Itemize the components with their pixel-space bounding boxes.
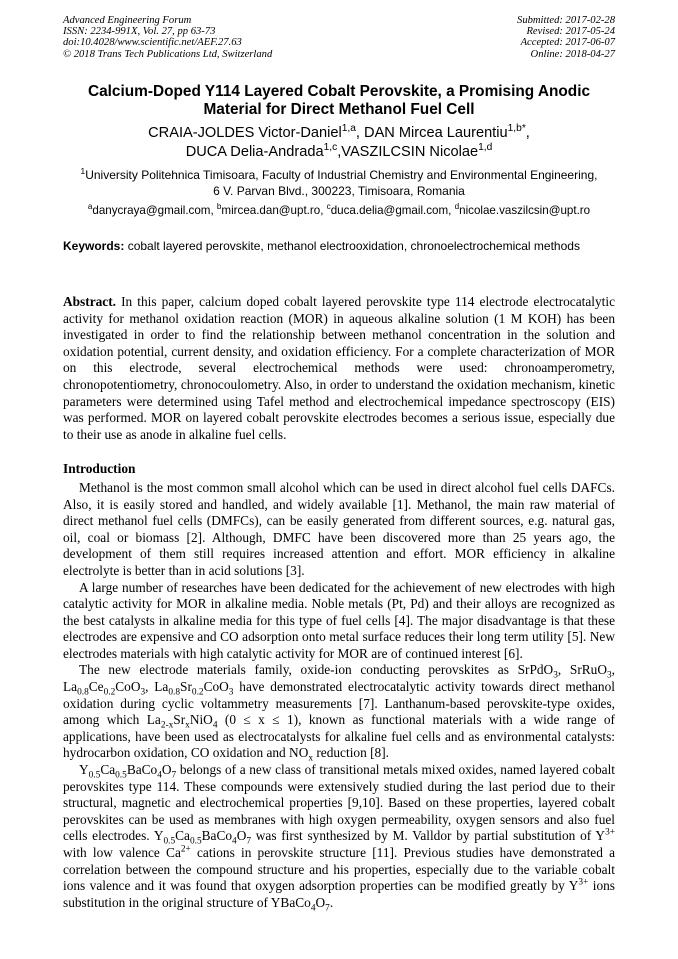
superscript: c	[326, 202, 331, 212]
paper-title	[40, 83, 638, 119]
doi[interactable]: doi:10.4028/www.scientific.net/AEF.27.63	[63, 37, 242, 49]
subscript: x	[185, 720, 190, 731]
superscript: 1,d	[478, 142, 493, 154]
subscript: 3	[553, 671, 558, 682]
subscript: 7	[246, 837, 252, 848]
author-emails: $^a$danycraya@gmail.com, $^b$mircea.dan@upt.ro, $^c$duca.delia@gmail.com, $^d$nicolae.vaszilcsin@upt.ro	[87, 202, 591, 217]
subscript: 0.2	[103, 687, 116, 698]
superscript: 1,b*	[507, 123, 526, 135]
authors-line: CRAIA-JOLDES Victor-Daniel$^{1,a}$, DAN Mircea Laurentiu$^{1,b*}$,	[148, 123, 530, 141]
subscript: 0.5	[189, 837, 202, 848]
subscript: 7	[171, 770, 177, 781]
submitted-date: Submitted: 2017-02-28	[517, 15, 615, 26]
superscript: 3+	[578, 877, 589, 888]
subscript: 7	[325, 903, 330, 914]
subscript: x	[308, 754, 314, 765]
authors-line: DUCA Delia-Andrada$^{1,c}$,VASZILCSIN Nicolae$^{1,d}$	[185, 142, 493, 160]
subscript: 0.2	[191, 687, 204, 698]
paragraph: Methanol is the most common small alcohol which can be used in direct alcohol fuel cells DAFCs. Also, it is easily stored and handled, and widely available [1]. Methanol, the main raw material of direct methanol fuel cells (DMFCs), can be easily generated from different sources, e.g. natural gas, oil, coal or biomass [2]. Although, DMFC have been discovered more than 25 years ago, the development of them still requires increased attention and effort. MOR efficiency in alkaline electrolyte is better than in acid solutions [3].	[63, 479, 615, 578]
section-heading-introduction: Introduction	[63, 461, 136, 477]
dates-info	[517, 15, 615, 60]
paragraph: $Y_{0.5}Ca_{0.5}BaCo_4O_7$ belongs of a new class of transitional metals mixed oxides, named layered cobalt perovskites type 114. These compounds were extensively studied during the last period due to their structural, magnetic and electrochemical properties [9,10]. Based on these properties, layered cobalt perovskites can be used as membranes with high oxygen permeability, oxygen sensors and also fuel cells electrodes. $Y_{0.5}Ca_{0.5}BaCo_4O_7$ was first synthesized by M. Valldor by partial substitution of $Y^{3+}$ with low valence $Ca^{2+}$ cations in perovskite structure [11]. Previous studies have demonstrated a correlation between the compound structure and his properties, especially due to the variable cobalt ions valence and it was found that oxygen adsorption properties can be modified greatly by $Y^{3+}$ ions substitution in the original structure of $YBaCo_4O_7$.	[63, 762, 615, 914]
copyright: © 2018 Trans Tech Publications Ltd, Switzerland	[63, 48, 273, 60]
subscript: 3	[228, 687, 234, 698]
subscript: 0.5	[115, 770, 127, 781]
accepted-date: Accepted: 2017-06-07	[520, 37, 615, 49]
body-text	[63, 294, 615, 914]
superscript: a	[87, 202, 93, 212]
paragraph: The new electrode materials family, oxide-ion conducting perovskites as SrPdO$_3$, SrRuO$_3$, $La_{0.8}Ce_{0.2}CoO_3$, $La_{0.8}Sr_{0.2}CoO_3$ have demonstrated electrocatalytic activity towards direct methanol oxidation during cyclic voltammetry measurements [7]. Lanthanum-based perovskite-type oxides, among which $La_{2-x}Sr_xNiO_4$ (0 ≤ x ≤ 1), known as functional materials with a wide range of applications, have been used as electrocatalysts for alkaline fuel cells and as environmental catalysts: hydrocarbon oxidation, CO oxidation and $NO_x$ reduction [8].	[63, 662, 615, 765]
affiliation-line: $^1$University Politehnica Timisoara, Faculty of Industrial Chemistry and Environmental Engineering,	[80, 166, 598, 182]
superscript: 1,a	[341, 123, 356, 135]
authors	[40, 124, 638, 162]
subscript: 4	[157, 770, 162, 781]
subscript: 0.5	[163, 837, 176, 848]
superscript: d	[454, 202, 460, 212]
superscript: b	[216, 202, 222, 212]
abstract-text: In this paper, calcium doped cobalt layered perovskite type 114 electrode electrocatalytic activity for methanol oxidation reaction (MOR) in aqueous alkaline solution (1 M KOH) has been investigated in order to find the relationship between methanol concentration in the solution and oxidation potential, current density, and oxidation efficiency. For a complete characterization of MOR on this electrode, several electrochemical methods were used: chronoamperometry, chronopotentiometry, chronocoulometry. Also, in order to understand the oxidation mechanism, kinetic parameters were determined using Tafel method and electrochemical impedance spectroscopy (EIS) was performed. MOR on layered cobalt perovskite electrodes becomes a serious issue, especially due to their use as anode in alkaline fuel cells.	[63, 294, 615, 442]
revised-date: Revised: 2017-05-24	[526, 26, 615, 38]
abstract-label: Abstract.	[63, 294, 116, 309]
subscript: 2-x	[160, 720, 174, 731]
keywords	[63, 239, 623, 253]
subscript: 0.8	[168, 687, 181, 698]
journal-name: Advanced Engineering Forum	[63, 15, 192, 26]
abstract	[63, 294, 615, 443]
subscript: 4	[232, 837, 237, 848]
issn-volume: ISSN: 2234-991X, Vol. 27, pp 63-73	[63, 26, 216, 38]
affiliation-line: 6 V. Parvan Blvd., 300223, Timisoara, Romania	[213, 184, 465, 198]
superscript: 1	[80, 166, 86, 176]
keywords-text: cobalt layered perovskite, methanol electrooxidation, chronoelectrochemical methods	[124, 239, 580, 253]
subscript: 3	[140, 687, 146, 698]
affiliation	[40, 167, 638, 199]
journal-info	[63, 15, 272, 60]
subscript: 4	[212, 720, 218, 731]
keywords-label: Keywords:	[63, 239, 125, 253]
superscript: 1,c	[323, 142, 338, 154]
subscript: 4	[310, 903, 316, 914]
paragraph: A large number of researches have been dedicated for the achievement of new electrodes with high catalytic activity for MOR in alkaline media. Noble metals (Pt, Pd) and their alloys are recognized as the best catalysts in alkaline media for this type of fuel cells [4]. The major disadvantage is that these electrodes are expensive and CO adsorption onto metal surface reduces their long term utility [5]. New electrodes materials with high catalytic activity for MOR are of continued interest [6].	[63, 579, 615, 661]
subscript: 0.8	[77, 687, 89, 698]
superscript: 2+	[180, 844, 191, 855]
online-date: Online: 2018-04-27	[530, 48, 615, 60]
superscript: 3+	[605, 827, 615, 838]
title-line: Material for Direct Methanol Fuel Cell	[203, 101, 475, 118]
title-line: Calcium-Doped Y114 Layered Cobalt Perovskite, a Promising Anodic	[87, 83, 591, 100]
subscript: 3	[606, 671, 612, 682]
subscript: 0.5	[88, 770, 101, 781]
